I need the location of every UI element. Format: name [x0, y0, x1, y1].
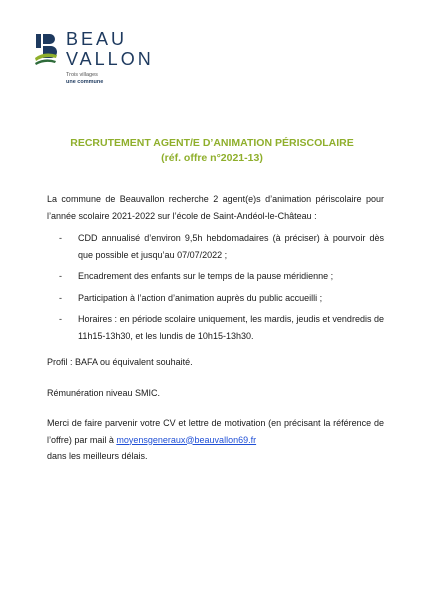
list-item-text: Participation à l’action d’animation auprès du public accueilli ; [78, 292, 323, 303]
brand-line-2: VALLON [66, 49, 154, 69]
profile-paragraph: Profil : BAFA ou équivalent souhaité. [47, 357, 193, 367]
list-item-text: Horaires : en période scolaire uniquement, les mardis, jeudis et vendredis de 11h15-13h30, et les lundis de 10h15-13h30. [78, 314, 384, 341]
list-item [47, 290, 384, 307]
intro-paragraph: La commune de Beauvallon recherche 2 agent(e)s d’animation périscolaire pour l’année scolaire 2021-2022 sur l’école de Saint-Andéol-le-Château : [47, 194, 384, 221]
bullet-marker: - [59, 292, 62, 303]
tagline-line-2: une commune [66, 79, 104, 85]
list-item [47, 311, 384, 344]
contact-text: Merci de faire parvenir votre CV et lettre de motivation (en précisant la référence de l’offre) par mail à [47, 418, 384, 445]
job-title [0, 136, 424, 166]
contact-paragraph [47, 415, 384, 465]
contact-closing-text: dans les meilleurs délais. [47, 451, 148, 461]
job-reference: (réf. offre n°2021-13) [161, 152, 263, 164]
job-description [47, 191, 384, 465]
brand-line-1: BEAU [66, 29, 128, 49]
list-item [47, 268, 384, 285]
bullet-marker: - [59, 233, 62, 243]
beauvallon-logo-icon [34, 32, 60, 66]
list-item-text: CDD annualisé d’environ 9,5h hebdomadaires (à préciser) à pourvoir dès que possible et jusqu’au 07/07/2022 ; [78, 233, 384, 260]
list-item [47, 230, 384, 263]
tagline-line-1: Trois villages [66, 72, 98, 78]
contact-email-link[interactable]: moyensgeneraux@beauvallon69.fr [116, 434, 257, 445]
job-details-list [47, 230, 384, 344]
remuneration-paragraph: Rémunération niveau SMIC. [47, 387, 161, 398]
brand-tagline [66, 72, 103, 86]
job-title-line-1: RECRUTEMENT AGENT/E D’ANIMATION PÉRISCOLAIRE [70, 137, 354, 149]
beauvallon-logo [32, 26, 172, 88]
bullet-marker: - [59, 271, 62, 281]
bullet-marker: - [59, 314, 62, 324]
brand-name [66, 29, 154, 69]
list-item-text: Encadrement des enfants sur le temps de la pause méridienne ; [78, 271, 334, 281]
